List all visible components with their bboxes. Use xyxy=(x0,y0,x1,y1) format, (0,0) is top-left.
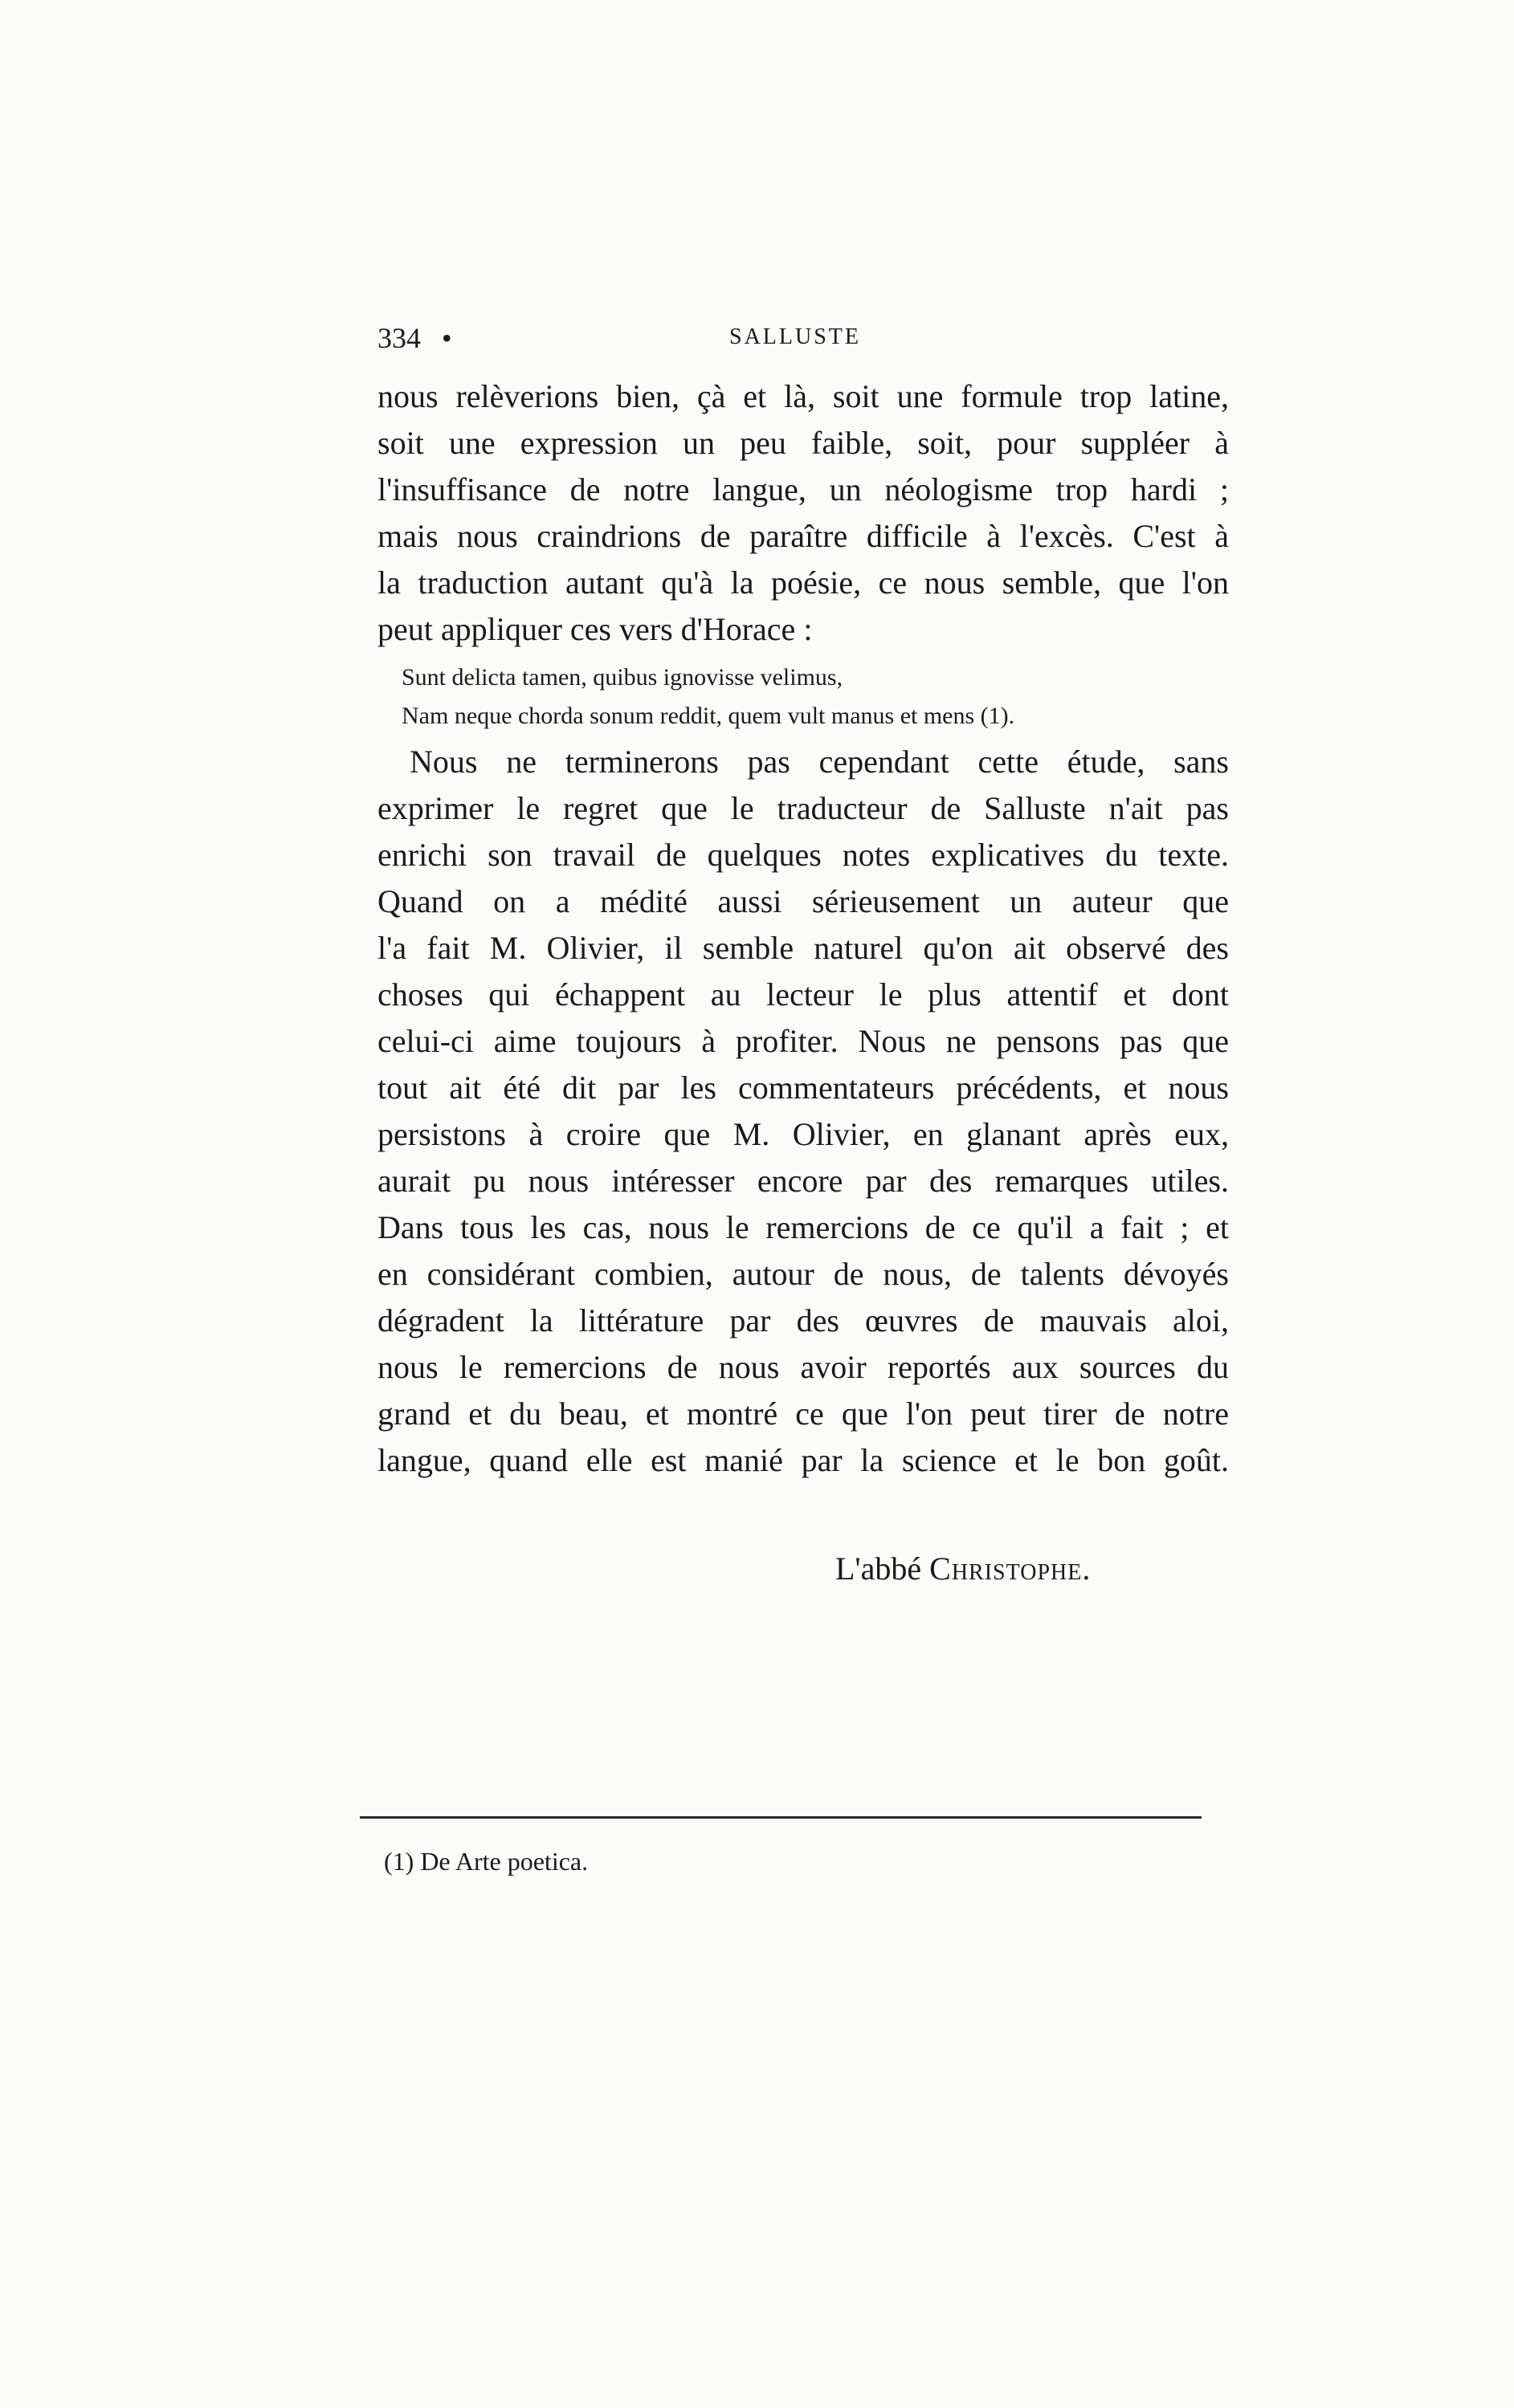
text-line: exprimer le regret que le traducteur de Salluste n'ait pas xyxy=(377,790,1229,826)
text-line: persistons à croire que M. Olivier, en glanant après eux, xyxy=(377,1116,1229,1152)
text-line: nous relèverions bien, çà et là, soit une formule trop latine, xyxy=(377,378,1229,414)
footnote: (1) De Arte poetica. xyxy=(384,1847,589,1876)
paragraph-1 xyxy=(377,373,1229,653)
signature xyxy=(835,1550,1091,1587)
text-line: l'insuffisance de notre langue, un néologisme trop hardi ; xyxy=(377,471,1229,507)
text-line: soit une expression un peu faible, soit, pour suppléer à xyxy=(377,425,1229,461)
head-mark: • xyxy=(442,322,452,354)
text-line: la traduction autant qu'à la poésie, ce nous semble, que l'on xyxy=(377,564,1229,601)
text-line: en considérant combien, autour de nous, de talents dévoyés xyxy=(377,1256,1229,1292)
text-line: enrichi son travail de quelques notes explicatives du texte. xyxy=(377,837,1229,873)
text-line: langue, quand elle est manié par la science et le bon goût. xyxy=(377,1442,1229,1478)
verse-line: Nam neque chorda sonum reddit, quem vult manus et mens (1). xyxy=(402,703,1015,729)
text-line: Dans tous les cas, nous le remercions de ce qu'il a fait ; et xyxy=(377,1209,1229,1245)
text-line: l'a fait M. Olivier, il semble naturel qu'on ait observé des xyxy=(377,930,1229,966)
text-line: nous le remercions de nous avoir reportés aux sources du xyxy=(377,1349,1229,1385)
text-line: celui-ci aime toujours à profiter. Nous ne pensons pas que xyxy=(377,1023,1229,1059)
running-head xyxy=(377,321,1213,357)
signature-prefix: L'abbé xyxy=(835,1550,930,1587)
text-line: mais nous craindrions de paraître difficile à l'excès. C'est à xyxy=(377,518,1229,554)
signature-name: Christophe. xyxy=(929,1550,1092,1587)
text-line: Quand on a médité aussi sérieusement un auteur que xyxy=(377,883,1229,919)
footnote-divider xyxy=(360,1816,1202,1819)
text-line: grand et du beau, et montré ce que l'on peut tirer de notre xyxy=(377,1395,1229,1432)
text-line: Nous ne terminerons pas cependant cette étude, sans xyxy=(410,744,1229,780)
text-line: peut appliquer ces vers d'Horace : xyxy=(377,611,813,647)
text-line: tout ait été dit par les commentateurs précédents, et nous xyxy=(377,1070,1229,1106)
verse-line: Sunt delicta tamen, quibus ignovisse velimus, xyxy=(402,664,843,691)
text-line: dégradent la littérature par des œuvres de mauvais aloi, xyxy=(377,1302,1229,1338)
running-title: SALLUSTE xyxy=(729,324,861,349)
verse-quotation xyxy=(402,658,1205,735)
page-number: 334 xyxy=(377,322,421,354)
text-line: choses qui échappent au lecteur le plus attentif et dont xyxy=(377,976,1229,1013)
text-line: aurait pu nous intéresser encore par des remarques utiles. xyxy=(377,1163,1229,1199)
paragraph-2 xyxy=(377,739,1229,1484)
